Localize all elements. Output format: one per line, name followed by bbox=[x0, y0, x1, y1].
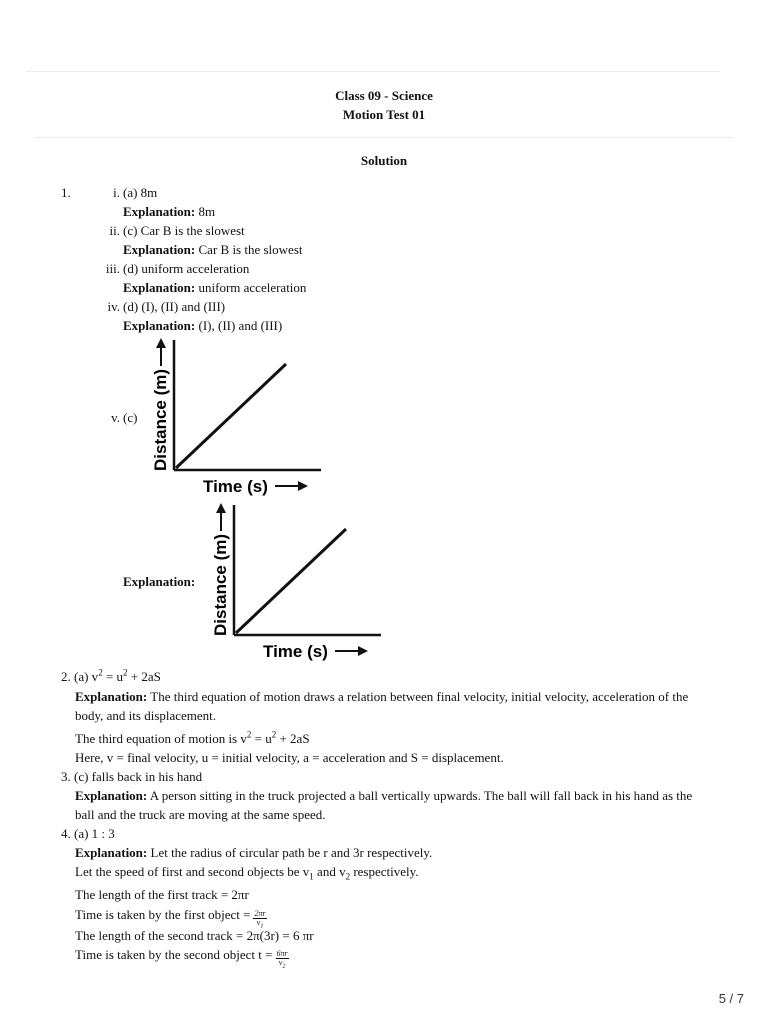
graph-x-label: Time (s) bbox=[203, 477, 268, 496]
graph-y-arrowhead bbox=[216, 503, 226, 513]
q1-ii-roman: ii. bbox=[109, 223, 120, 238]
q4-fraction-2: $\frac{6\pi r}{v_2}$ bbox=[276, 949, 288, 970]
q2-explanation-line1: Explanation: The third equation of motion draws a relation between final velocity, initial velocity, acceleration of the bbox=[75, 689, 689, 704]
graph-y-label: Distance (m) bbox=[151, 368, 170, 471]
graph-y-arrowhead bbox=[156, 338, 166, 348]
q1-i-explanation: Explanation: 8m bbox=[123, 204, 216, 219]
q1-iv-answer: (d) (I), (II) and (III) bbox=[123, 299, 226, 314]
graph-line bbox=[176, 364, 286, 468]
class-title: Class 09 - Science bbox=[335, 88, 433, 103]
graph-x-arrowhead bbox=[358, 646, 368, 656]
q1-iii-answer: (d) uniform acceleration bbox=[123, 261, 250, 276]
header-top-rule bbox=[26, 71, 720, 72]
distance-time-graph-answer bbox=[145, 336, 325, 496]
graph-y-label: Distance (m) bbox=[211, 533, 230, 636]
q4-explanation: Explanation: Let the radius of circular path be r and 3r respectively. bbox=[75, 845, 433, 860]
q4-speed-line: Let the speed of first and second objects be $v_1$ and $v_2$ respectively. bbox=[75, 864, 419, 882]
q2-here-line: Here, v = final velocity, u = initial velocity, a = acceleration and S = displacement. bbox=[75, 750, 504, 765]
q1-v-answer: (c) bbox=[123, 410, 138, 425]
test-title: Motion Test 01 bbox=[342, 107, 426, 122]
graph-x-label: Time (s) bbox=[263, 642, 328, 661]
q2-third-equation: The third equation of motion is $v^2 = u^2 + 2aS$ bbox=[75, 729, 310, 746]
q1-iv-roman: iv. bbox=[107, 299, 120, 314]
q4-first-track-length: The length of the first track = 2πr bbox=[75, 887, 249, 902]
page-number: 5 / 7 bbox=[718, 991, 744, 1006]
q1-iv-explanation: Explanation: (I), (II) and (III) bbox=[123, 318, 283, 333]
distance-time-graph-explanation bbox=[205, 501, 385, 661]
q4-first-object-time: Time is taken by the first object = $\frac{2\pi r}{v_1}$ bbox=[75, 907, 266, 930]
q4-second-track-length: The length of the second track = 2π(3r) = 6 πr bbox=[75, 928, 314, 943]
q1-number: 1. bbox=[61, 185, 71, 200]
q1-v-roman: v. bbox=[111, 410, 120, 425]
q1-v-explanation-label: Explanation: bbox=[123, 574, 196, 589]
q4-second-object-time: Time is taken by the second object t = $\frac{6\pi r}{v_2}$ bbox=[75, 947, 288, 970]
q1-ii-explanation: Explanation: Car B is the slowest bbox=[123, 242, 303, 257]
q3-answer: 3. (c) falls back in his hand bbox=[61, 769, 203, 784]
q3-explanation-line1: Explanation: A person sitting in the truck projected a ball vertically upwards. The ball will fall back in his hand as the bbox=[75, 788, 693, 803]
q1-i-answer: (a) 8m bbox=[123, 185, 158, 200]
solution-heading: Solution bbox=[360, 153, 408, 168]
q2-answer: 2. (a) $v^2 = u^2 + 2aS$ bbox=[61, 667, 161, 684]
q1-ii-answer: (c) Car B is the slowest bbox=[123, 223, 245, 238]
q1-iii-explanation: Explanation: uniform acceleration bbox=[123, 280, 307, 295]
q2-explanation-line2: body, and its displacement. bbox=[75, 708, 217, 723]
q4-answer: 4. (a) 1 : 3 bbox=[61, 826, 115, 841]
q3-explanation-line2: ball and the truck are moving at the same speed. bbox=[75, 807, 326, 822]
graph-x-arrowhead bbox=[298, 481, 308, 491]
q1-i-roman: i. bbox=[113, 185, 120, 200]
graph-line bbox=[236, 529, 346, 633]
q4-fraction-1: $\frac{2\pi r}{v_1}$ bbox=[254, 909, 266, 930]
q1-iii-roman: iii. bbox=[105, 261, 120, 276]
header-bottom-rule bbox=[34, 137, 734, 138]
